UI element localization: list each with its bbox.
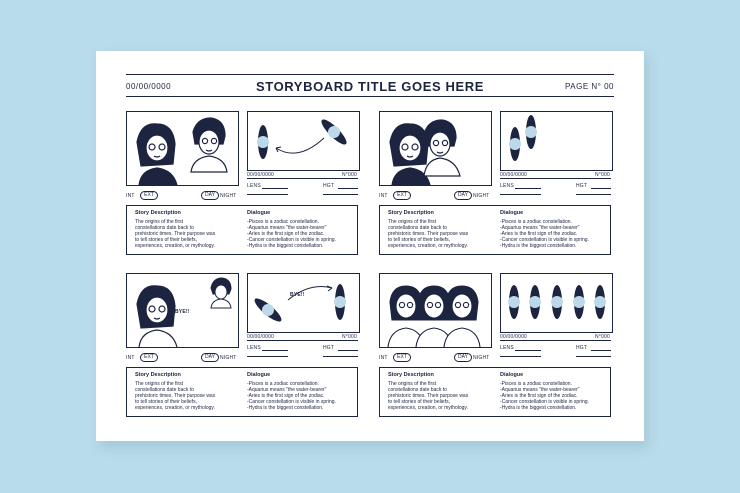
panel-1-description-box bbox=[126, 205, 358, 255]
panel-4-day[interactable]: DAY bbox=[454, 353, 472, 362]
panel-4-int[interactable]: INT bbox=[379, 355, 388, 361]
panel-4-shot-frame bbox=[500, 273, 613, 333]
lens-ellipse-icon bbox=[508, 285, 520, 319]
header-date: 00/00/0000 bbox=[126, 82, 172, 91]
panel-2-hgt-label: HGT bbox=[576, 183, 588, 189]
girl-portrait-icon bbox=[137, 124, 177, 185]
panel-3-int[interactable]: INT bbox=[126, 355, 135, 361]
tilted-lens-ellipse-icon bbox=[251, 294, 285, 325]
lens-ellipse-icon bbox=[551, 285, 563, 319]
panel-3-day[interactable]: DAY bbox=[201, 353, 219, 362]
panel-2-description-title: Story Description bbox=[388, 210, 434, 216]
tilted-lens-ellipse-icon bbox=[318, 116, 351, 149]
panel-4-characters-drawing bbox=[380, 274, 491, 347]
panel-1 bbox=[126, 111, 358, 261]
page-number: PAGE N° 00 bbox=[565, 82, 614, 91]
panel-1-shot-drawing bbox=[248, 112, 359, 170]
panel-4-dialogue-text: -Pisces is a zodiac constellation. -Aquarius means "the water-bearer" -Aries is the first sign of the zodiac. -Cancer constellation is visible in spring. -Hydra is the biggest constellation. bbox=[500, 381, 589, 411]
panel-4-ext[interactable]: EXT bbox=[393, 353, 411, 362]
panel-4-night[interactable]: NIGHT bbox=[473, 355, 490, 361]
lens-ellipse-icon bbox=[257, 125, 269, 159]
boy-portrait-icon bbox=[191, 118, 227, 172]
panel-2 bbox=[379, 111, 611, 261]
panel-1-int[interactable]: INT bbox=[126, 193, 135, 199]
panel-2-dialogue-title: Dialogue bbox=[500, 210, 524, 216]
header-bottom-line bbox=[126, 96, 614, 97]
panel-4 bbox=[379, 273, 611, 423]
panel-4-description-box bbox=[379, 367, 611, 417]
panel-3-speech-text: BYE!! bbox=[175, 309, 190, 315]
storyboard-sheet bbox=[96, 51, 644, 441]
panel-2-character-frame bbox=[379, 111, 492, 186]
panel-4-lens-label: LENS bbox=[500, 345, 514, 351]
boy-portrait-icon bbox=[424, 120, 460, 176]
panel-1-description-title: Story Description bbox=[135, 210, 181, 216]
lens-ellipse-icon bbox=[525, 115, 537, 149]
panel-2-night[interactable]: NIGHT bbox=[473, 193, 490, 199]
panel-3-shot-frame bbox=[247, 273, 360, 333]
panel-4-description-title: Story Description bbox=[388, 372, 434, 378]
panel-1-shot-frame bbox=[247, 111, 360, 171]
panel-4-description-text: The origins of the first constellations date back to prehistoric times. Their purpose was to tell stories of their beliefs, experiences, creation, or mythology. bbox=[388, 381, 469, 411]
lens-ellipse-icon bbox=[334, 284, 346, 320]
panel-2-day[interactable]: DAY bbox=[454, 191, 472, 200]
panel-3-date: 00/00/0000 bbox=[247, 334, 275, 340]
panel-4-number: N°000 bbox=[595, 334, 610, 340]
panel-4-shot-drawing bbox=[501, 274, 612, 332]
panel-2-int[interactable]: INT bbox=[379, 193, 388, 199]
curved-arrow-icon bbox=[276, 138, 324, 153]
panel-4-hgt-label: HGT bbox=[576, 345, 588, 351]
panel-3-lens-label: LENS bbox=[247, 345, 261, 351]
panel-4-date: 00/00/0000 bbox=[500, 334, 528, 340]
panel-3-description-text: The origins of the first constellations date back to prehistoric times. Their purpose was to tell stories of their beliefs, experiences, creation, or mythology. bbox=[135, 381, 216, 411]
panel-4-character-frame bbox=[379, 273, 492, 348]
panel-2-description-text: The origins of the first constellations date back to prehistoric times. Their purpose was to tell stories of their beliefs, experiences, creation, or mythology. bbox=[388, 219, 469, 249]
panel-2-shot-drawing bbox=[501, 112, 612, 170]
panel-1-date: 00/00/0000 bbox=[247, 172, 275, 178]
panel-3-dialogue-title: Dialogue bbox=[247, 372, 271, 378]
panel-1-character-frame bbox=[126, 111, 239, 186]
lens-ellipse-icon bbox=[529, 285, 541, 319]
panel-3-ext[interactable]: EXT bbox=[140, 353, 158, 362]
panel-3-description-title: Story Description bbox=[135, 372, 181, 378]
panel-1-day[interactable]: DAY bbox=[201, 191, 219, 200]
panel-3-dialogue-text: -Pisces is a zodiac constellation. -Aquarius means "the water-bearer" -Aries is the first sign of the zodiac. -Cancer constellation is visible in spring. -Hydra is the biggest constellation. bbox=[247, 381, 336, 411]
panel-4-dialogue-title: Dialogue bbox=[500, 372, 524, 378]
panel-1-night[interactable]: NIGHT bbox=[220, 193, 237, 199]
panel-1-dialogue-text: -Pisces is a zodiac constellation. -Aquarius means "the water-bearer" -Aries is the first sign of the zodiac. -Cancer constellation is visible in spring. -Hydra is the biggest constellation. bbox=[247, 219, 336, 249]
panel-2-number: N°000 bbox=[595, 172, 610, 178]
panel-2-date: 00/00/0000 bbox=[500, 172, 528, 178]
header-top-line bbox=[126, 74, 614, 75]
small-boy-portrait-icon bbox=[211, 278, 231, 308]
panel-3-number: N°000 bbox=[342, 334, 357, 340]
lens-ellipse-icon bbox=[573, 285, 585, 319]
panel-3-hgt-label: HGT bbox=[323, 345, 335, 351]
panel-3-shot-speech: BYE!! bbox=[290, 292, 305, 298]
panel-1-characters-drawing bbox=[127, 112, 238, 185]
girl-portrait-icon bbox=[137, 286, 177, 347]
panel-1-description-text: The origins of the first constellations date back to prehistoric times. Their purpose was to tell stories of their beliefs, experiences, creation, or mythology. bbox=[135, 219, 216, 249]
panel-2-dialogue-text: -Pisces is a zodiac constellation. -Aquarius means "the water-bearer" -Aries is the first sign of the zodiac. -Cancer constellation is visible in spring. -Hydra is the biggest constellation. bbox=[500, 219, 589, 249]
panel-1-dialogue-title: Dialogue bbox=[247, 210, 271, 216]
panel-2-shot-frame bbox=[500, 111, 613, 171]
panel-2-characters-drawing bbox=[380, 112, 491, 185]
panel-3-shot-drawing bbox=[248, 274, 359, 332]
panel-2-ext[interactable]: EXT bbox=[393, 191, 411, 200]
panel-2-description-box bbox=[379, 205, 611, 255]
panel-2-lens-label: LENS bbox=[500, 183, 514, 189]
lens-ellipse-icon bbox=[509, 127, 521, 161]
panel-1-ext[interactable]: EXT bbox=[140, 191, 158, 200]
panel-1-number: N°000 bbox=[342, 172, 357, 178]
panel-1-lens-label: LENS bbox=[247, 183, 261, 189]
panel-3 bbox=[126, 273, 358, 423]
panel-1-hgt-label: HGT bbox=[323, 183, 335, 189]
page-title: STORYBOARD TITLE GOES HERE bbox=[256, 79, 484, 94]
lens-ellipse-icon bbox=[594, 285, 606, 319]
panel-3-night[interactable]: NIGHT bbox=[220, 355, 237, 361]
girl-portrait-icon bbox=[444, 286, 480, 347]
panel-3-description-box bbox=[126, 367, 358, 417]
